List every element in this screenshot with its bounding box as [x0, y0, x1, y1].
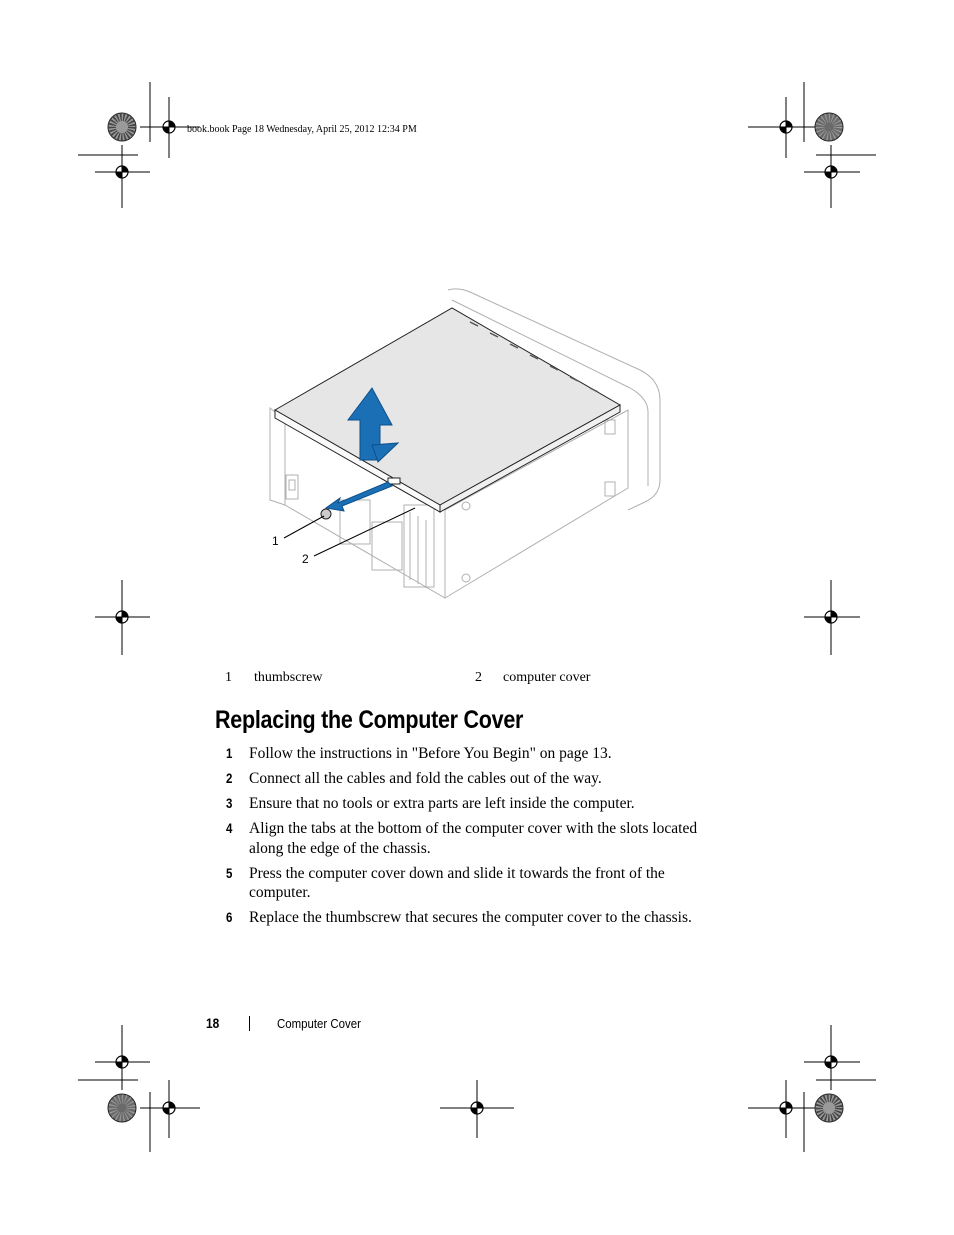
page-number: 18 — [206, 1015, 220, 1031]
step-3 — [226, 794, 726, 814]
computer-cover-illustration — [265, 285, 665, 605]
legend-num-1: 1 — [225, 670, 232, 685]
callout-1: 1 — [272, 534, 279, 548]
print-header: book.book Page 18 Wednesday, April 25, 2012 12:34 PM — [187, 124, 417, 135]
step-2 — [226, 769, 726, 789]
procedure-steps — [226, 744, 726, 933]
step-text: Connect all the cables and fold the cables out of the way. — [249, 770, 602, 787]
footer-separator — [249, 1016, 250, 1031]
step-1 — [226, 744, 726, 764]
step-text: Align the tabs at the bottom of the computer cover with the slots located along the edge of the chassis. — [249, 820, 698, 857]
step-number: 4 — [226, 821, 233, 836]
legend-num-2: 2 — [475, 670, 482, 685]
legend-label-2: computer cover — [503, 670, 591, 685]
step-text: Ensure that no tools or extra parts are left inside the computer. — [249, 795, 635, 812]
step-5 — [226, 864, 726, 903]
step-4 — [226, 819, 726, 858]
step-number: 3 — [226, 796, 233, 811]
step-number: 5 — [226, 865, 233, 881]
step-6 — [226, 908, 726, 928]
step-number: 6 — [226, 910, 233, 925]
step-number: 1 — [226, 746, 233, 761]
step-text: Follow the instructions in "Before You Begin" on page 13. — [249, 745, 612, 762]
step-text: Replace the thumbscrew that secures the computer cover to the chassis. — [249, 909, 692, 926]
section-title: Replacing the Computer Cover — [215, 706, 524, 734]
callout-2: 2 — [302, 552, 309, 566]
legend-label-1: thumbscrew — [254, 670, 323, 685]
step-number: 2 — [226, 771, 233, 786]
step-text: Press the computer cover down and slide it towards the front of the computer. — [249, 864, 665, 901]
footer-chapter-title: Computer Cover — [277, 1016, 361, 1031]
